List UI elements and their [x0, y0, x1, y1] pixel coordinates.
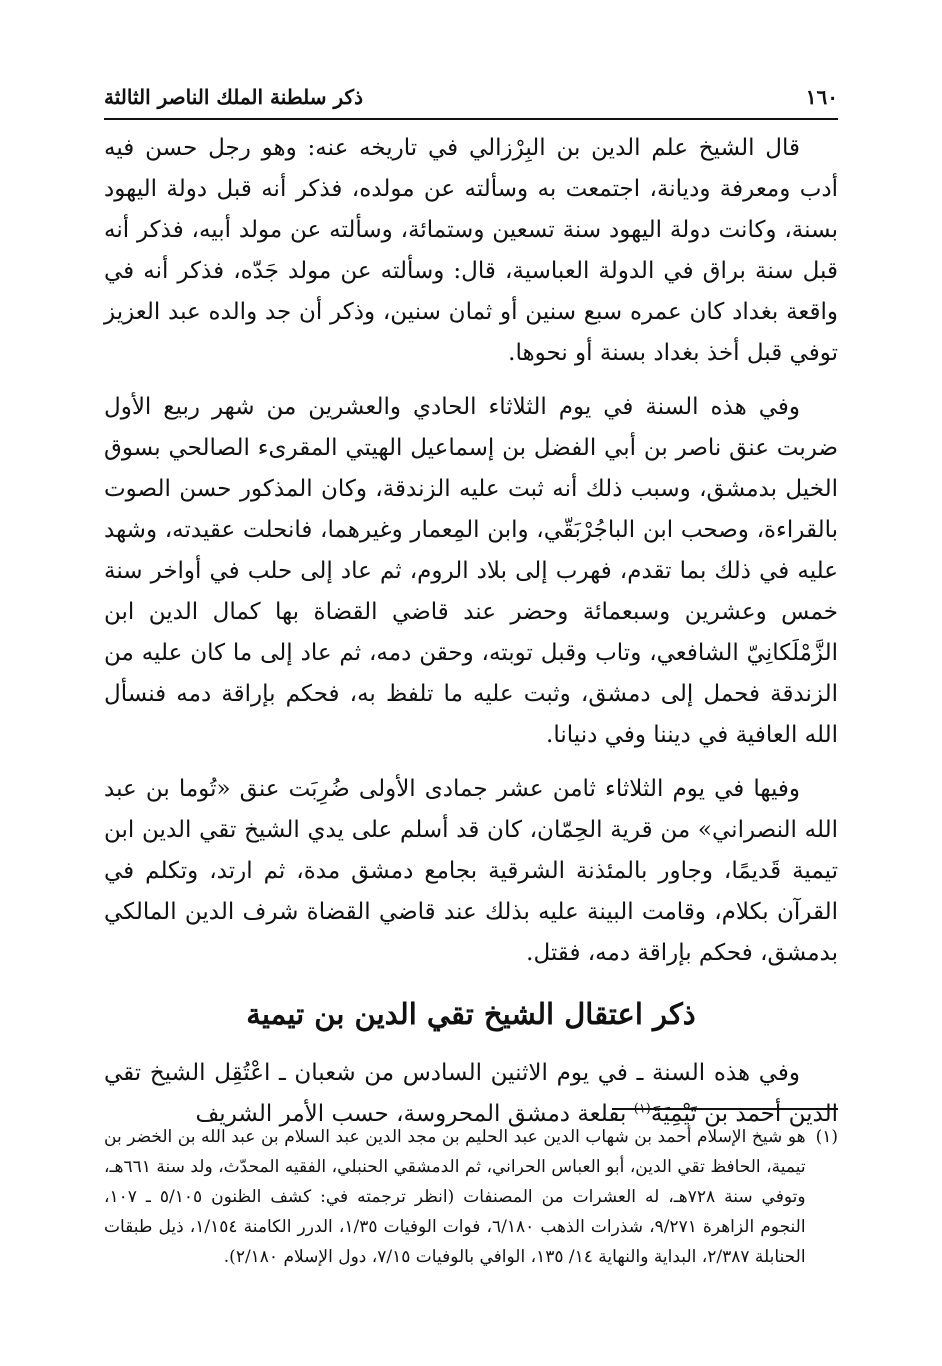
footnote-number: (١): [815, 1127, 838, 1147]
footnote-text: هو شيخ الإسلام أحمد بن شهاب الدين عبد الحليم بن مجد الدين عبد السلام بن عبد الله بن الخضر بن تيمية، الحافظ تقي الدين، أبو العباس الحراني، ثم الدمشقي الحنبلي، الفقيه المحدّث، ولد سنة ٦٦١هـ، وتوفي سنة ٧٢٨هـ، له العشرات من المصنفات (انظر ترجمته في: كشف الظنون ٥/١٠٥ ـ ١٠٧، النجوم الزاهرة ٩/٢٧١، شذرات الذهب ٦/١٨٠، فوات الوفيات ١/٣٥، الدرر الكامنة ١/١٥٤، ذيل طبقات الحنابلة ٢/٣٨٧، البداية والنهاية ١٤/ ١٣٥، الوافي بالوفيات ٧/١٥، دول الإسلام ٢/١٨٠).: [104, 1127, 806, 1267]
header-rule: [104, 118, 838, 120]
footnote: [104, 1122, 838, 1272]
paragraph-4-start: وفي هذه السنة ـ في يوم الاثنين السادس من شعبان ـ اعْتُقِل الشيخ تقي الدين أحمد بن تَيْمِيَةَ: [104, 1060, 838, 1127]
paragraph-3: وفيها في يوم الثلاثاء ثامن عشر جمادى الأولى ضُرِبَت عنق «تُوما بن عبد الله النصراني» من قرية الحِمّان، كان قد أسلم على يدي الشيخ تقي الدين ابن تيمية قَديمًا، وجاور بالمئذنة الشرقية بجامع دمشق مدة، ثم ارتد، وتكلم في القرآن بكلام، وقامت البينة عليه بذلك عند قاضي القضاة شرف الدين المالكي بدمشق، فحكم بإراقة دمه، فقتل.: [104, 776, 838, 966]
running-title: ذكر سلطنة الملك الناصر الثالثة: [104, 85, 363, 109]
paragraph-1: قال الشيخ علم الدين بن البِرْزالي في تاريخه عنه: وهو رجل حسن فيه أدب ومعرفة وديانة، اجتمعت به وسألته عن مولده، فذكر أنه قبل دولة اليهود بسنة، وكانت دولة اليهود سنة تسعين وستمائة، وسألته عن مولد أبيه، فذكر أنه قبل سنة براق في الدولة العباسية، قال: وسألته عن مولد جَدّه، فذكر أنه في واقعة بغداد كان عمره سبع سنين أو ثمان سنين، وذكر أن جد والده عبد العزيز توفي قبل أخذ بغداد بسنة أو نحوها.: [104, 135, 838, 366]
paragraph-2: وفي هذه السنة في يوم الثلاثاء الحادي والعشرين من شهر ربيع الأول ضربت عنق ناصر بن أبي الفضل بن إسماعيل الهيتي المقرىء الصالحي بسوق الخيل بدمشق، وسبب ذلك أنه ثبت عليه الزندقة، وكان المذكور حسن الصوت بالقراءة، وصحب ابن الباجُرْبَقّي، وابن المِعمار وغيرهما، فانحلت عقيدته، وشهد عليه في ذلك بما تقدم، فهرب إلى بلاد الروم، ثم عاد إلى حلب في أواخر سنة خمس وعشرين وسبعمائة وحضر عند قاضي القضاة بها كمال الدين ابن الزَّمْلَكانِيّ الشافعي، وتاب وقبل توبته، وحقن دمه، ثم عاد إلى ما كان عليه من الزندقة فحمل إلى دمشق، وثبت عليه ما تلفظ به، فحكم بإراقة دمه فنسأل الله العافية في ديننا وفي دنيانا.: [104, 394, 838, 748]
page-number: ١٦٠: [805, 85, 838, 109]
paragraph-4-end: بقلعة دمشق المحروسة، حسب الأمر الشريف: [195, 1101, 634, 1127]
footnote-rule: [612, 1108, 838, 1110]
footnote-reference: (١): [633, 1101, 651, 1117]
main-text: [104, 128, 838, 1148]
section-heading: ذكر اعتقال الشيخ تقي الدين بن تيمية: [246, 997, 696, 1031]
page-header: [104, 80, 838, 114]
